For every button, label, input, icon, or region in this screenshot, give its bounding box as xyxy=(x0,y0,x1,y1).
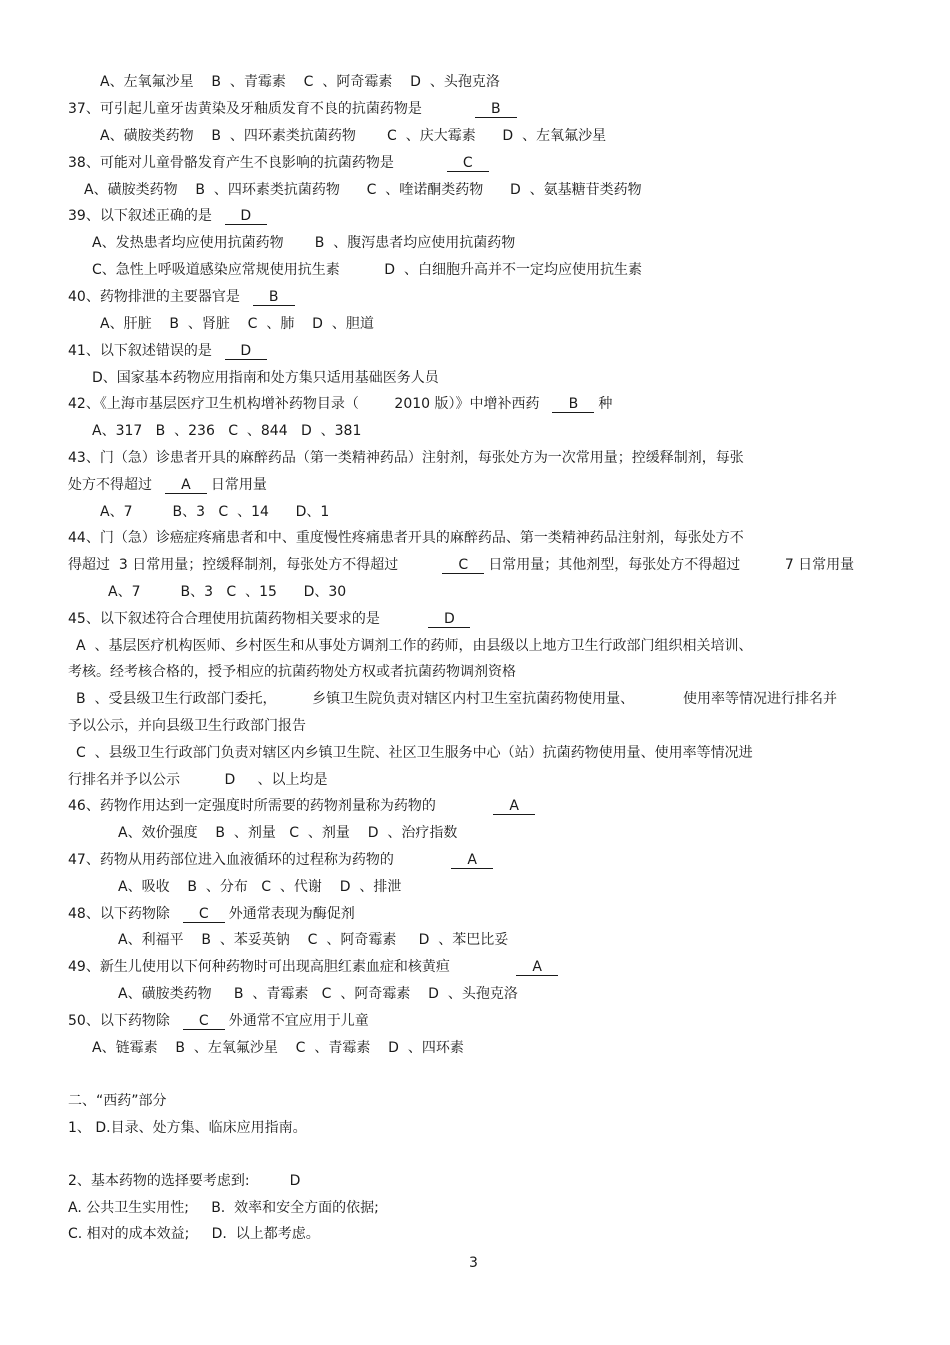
answer-blank: B xyxy=(253,290,295,306)
question-text-suffix: 种 xyxy=(598,396,613,412)
q48-stem xyxy=(68,905,355,923)
q39-options-cd: C、急性上呼吸道感染应常规使用抗生素 D 、白细胞升高并不一定均应使用抗生素 xyxy=(92,262,642,278)
answer-blank: B xyxy=(552,397,594,413)
section-heading: 二、“西药”部分 xyxy=(68,1093,167,1109)
answer-blank: C xyxy=(183,907,225,923)
q43-options: A、7 B、3 C 、14 D、1 xyxy=(100,504,330,520)
question-text: 49、新生儿使用以下何种药物时可出现高胆红素血症和核黄疸 xyxy=(68,959,513,975)
q46-stem xyxy=(68,797,539,815)
question-text: 37、可引起儿童牙齿黄染及牙釉质发育不良的抗菌药物是 xyxy=(68,101,471,117)
q41-option-d: D、国家基本药物应用指南和处方集只适用基础医务人员 xyxy=(92,370,439,386)
q37-stem xyxy=(68,100,521,118)
question-text: 42、《上海市基层医疗卫生机构增补药物目录（ 2010 版）》中增补西药 xyxy=(68,396,549,412)
question-text: 得超过 3 日常用量；控缓释制剂，每张处方不得超过 xyxy=(68,557,439,573)
q49-stem xyxy=(68,958,562,976)
q49-options: A、磺胺类药物 B 、青霉素 C 、阿奇霉素 D 、头孢克洛 xyxy=(118,986,518,1002)
question-text: 47、药物从用药部位进入血液循环的过程称为药物的 xyxy=(68,852,448,868)
q36-options: A、左氧氟沙星 B 、青霉素 C 、阿奇霉素 D 、头孢克洛 xyxy=(100,74,500,90)
answer-blank: A xyxy=(493,799,535,815)
q38-stem xyxy=(68,154,493,172)
s1-q2-options-ab: A. 公共卫生实用性; B. 效率和安全方面的依据; xyxy=(68,1200,379,1216)
question-text-suffix: 外通常不宜应用于儿童 xyxy=(228,1013,369,1029)
q45-option-a-2: 考核。经考核合格的，授予相应的抗菌药物处方权或者抗菌药物调剂资格 xyxy=(68,664,516,680)
q40-stem xyxy=(68,288,299,306)
question-text-suffix: 外通常表现为酶促剂 xyxy=(228,906,355,922)
q45-option-a-1: A 、基层医疗机构医师、乡村医生和从事处方调剂工作的药师，由县级以上地方卫生行政部门组织相关培训、 xyxy=(76,638,753,654)
q40-options: A、肝脏 B 、肾脏 C 、肺 D 、胆道 xyxy=(100,316,374,332)
q44-options: A、7 B、3 C 、15 D、30 xyxy=(108,584,347,600)
question-text: 40、药物排泄的主要器官是 xyxy=(68,289,249,305)
question-text: 48、以下药物除 xyxy=(68,906,179,922)
answer-blank: D xyxy=(225,344,267,360)
q42-stem xyxy=(68,395,612,413)
question-text: 45、以下叙述符合合理使用抗菌药物相关要求的是 xyxy=(68,611,425,627)
answer-blank: B xyxy=(475,102,517,118)
q45-option-c-1: C 、县级卫生行政部门负责对辖区内乡镇卫生院、社区卫生服务中心（站）抗菌药物使用量、使用率等情况进 xyxy=(76,745,753,761)
answer-blank: A xyxy=(451,853,493,869)
q50-options: A、链霉素 B 、左氧氟沙星 C 、青霉素 D 、四环素 xyxy=(92,1040,464,1056)
answer-blank: D xyxy=(225,209,267,225)
question-text: 39、以下叙述正确的是 xyxy=(68,208,221,224)
q45-stem xyxy=(68,610,474,628)
answer-blank: C xyxy=(447,156,489,172)
question-text: 38、可能对儿童骨骼发育产生不良影响的抗菌药物是 xyxy=(68,155,443,171)
question-text-suffix: 日常用量 xyxy=(210,477,267,493)
q44-stem-2 xyxy=(68,556,854,574)
q44-stem-1: 44、门（急）诊癌症疼痛患者和中、重度慢性疼痛患者开具的麻醉药品、第一类精神药品注射剂，每张处方不 xyxy=(68,530,744,546)
answer-blank: C xyxy=(183,1014,225,1030)
question-text-suffix: 日常用量；其他剂型，每张处方不得超过 7 日常用量 xyxy=(488,557,855,573)
q39-options-ab: A、发热患者均应使用抗菌药物 B 、腹泻患者均应使用抗菌药物 xyxy=(92,235,516,251)
q42-options: A、317 B 、236 C 、844 D 、381 xyxy=(92,423,362,439)
q47-options: A、吸收 B 、分布 C 、代谢 D 、排泄 xyxy=(118,879,402,895)
q38-options: A、磺胺类药物 B 、四环素类抗菌药物 C 、喹诺酮类药物 D 、氨基糖苷类药物 xyxy=(84,182,642,198)
q43-stem-1: 43、门（急）诊患者开具的麻醉药品（第一类精神药品）注射剂，每张处方为一次常用量；控缓释制剂，每张 xyxy=(68,450,744,466)
q47-stem xyxy=(68,851,497,869)
q45-option-b-2: 予以公示，并向县级卫生行政部门报告 xyxy=(68,718,306,734)
q46-options: A、效价强度 B 、剂量 C 、剂量 D 、治疗指数 xyxy=(118,825,458,841)
q41-stem xyxy=(68,342,271,360)
question-text: 41、以下叙述错误的是 xyxy=(68,343,221,359)
q39-stem xyxy=(68,207,271,225)
answer-blank: C xyxy=(442,558,484,574)
q43-stem-2 xyxy=(68,476,267,494)
question-text: 50、以下药物除 xyxy=(68,1013,179,1029)
answer-blank: A xyxy=(516,960,558,976)
q48-options: A、利福平 B 、苯妥英钠 C 、阿奇霉素 D 、苯巴比妥 xyxy=(118,932,509,948)
question-text: 处方不得超过 xyxy=(68,477,161,493)
s1-q1: 1、 D.目录、处方集、临床应用指南。 xyxy=(68,1120,307,1136)
q45-option-c-2: 行排名并予以公示 D 、以上均是 xyxy=(68,772,328,788)
q45-option-b-1: B 、受县级卫生行政部门委托， 乡镇卫生院负责对辖区内村卫生室抗菌药物使用量、 使用率等情况进行排名并 xyxy=(76,691,838,707)
s1-q2-stem: 2、基本药物的选择要考虑到: D xyxy=(68,1173,301,1189)
q50-stem xyxy=(68,1012,369,1030)
page-number: 3 xyxy=(469,1255,478,1271)
answer-blank: A xyxy=(165,478,207,494)
question-text: 46、药物作用达到一定强度时所需要的药物剂量称为药物的 xyxy=(68,798,490,814)
s1-q2-options-cd: C. 相对的成本效益; D. 以上都考虑。 xyxy=(68,1226,320,1242)
q37-options: A、磺胺类药物 B 、四环素类抗菌药物 C 、庆大霉素 D 、左氧氟沙星 xyxy=(100,128,607,144)
answer-blank: D xyxy=(428,612,470,628)
